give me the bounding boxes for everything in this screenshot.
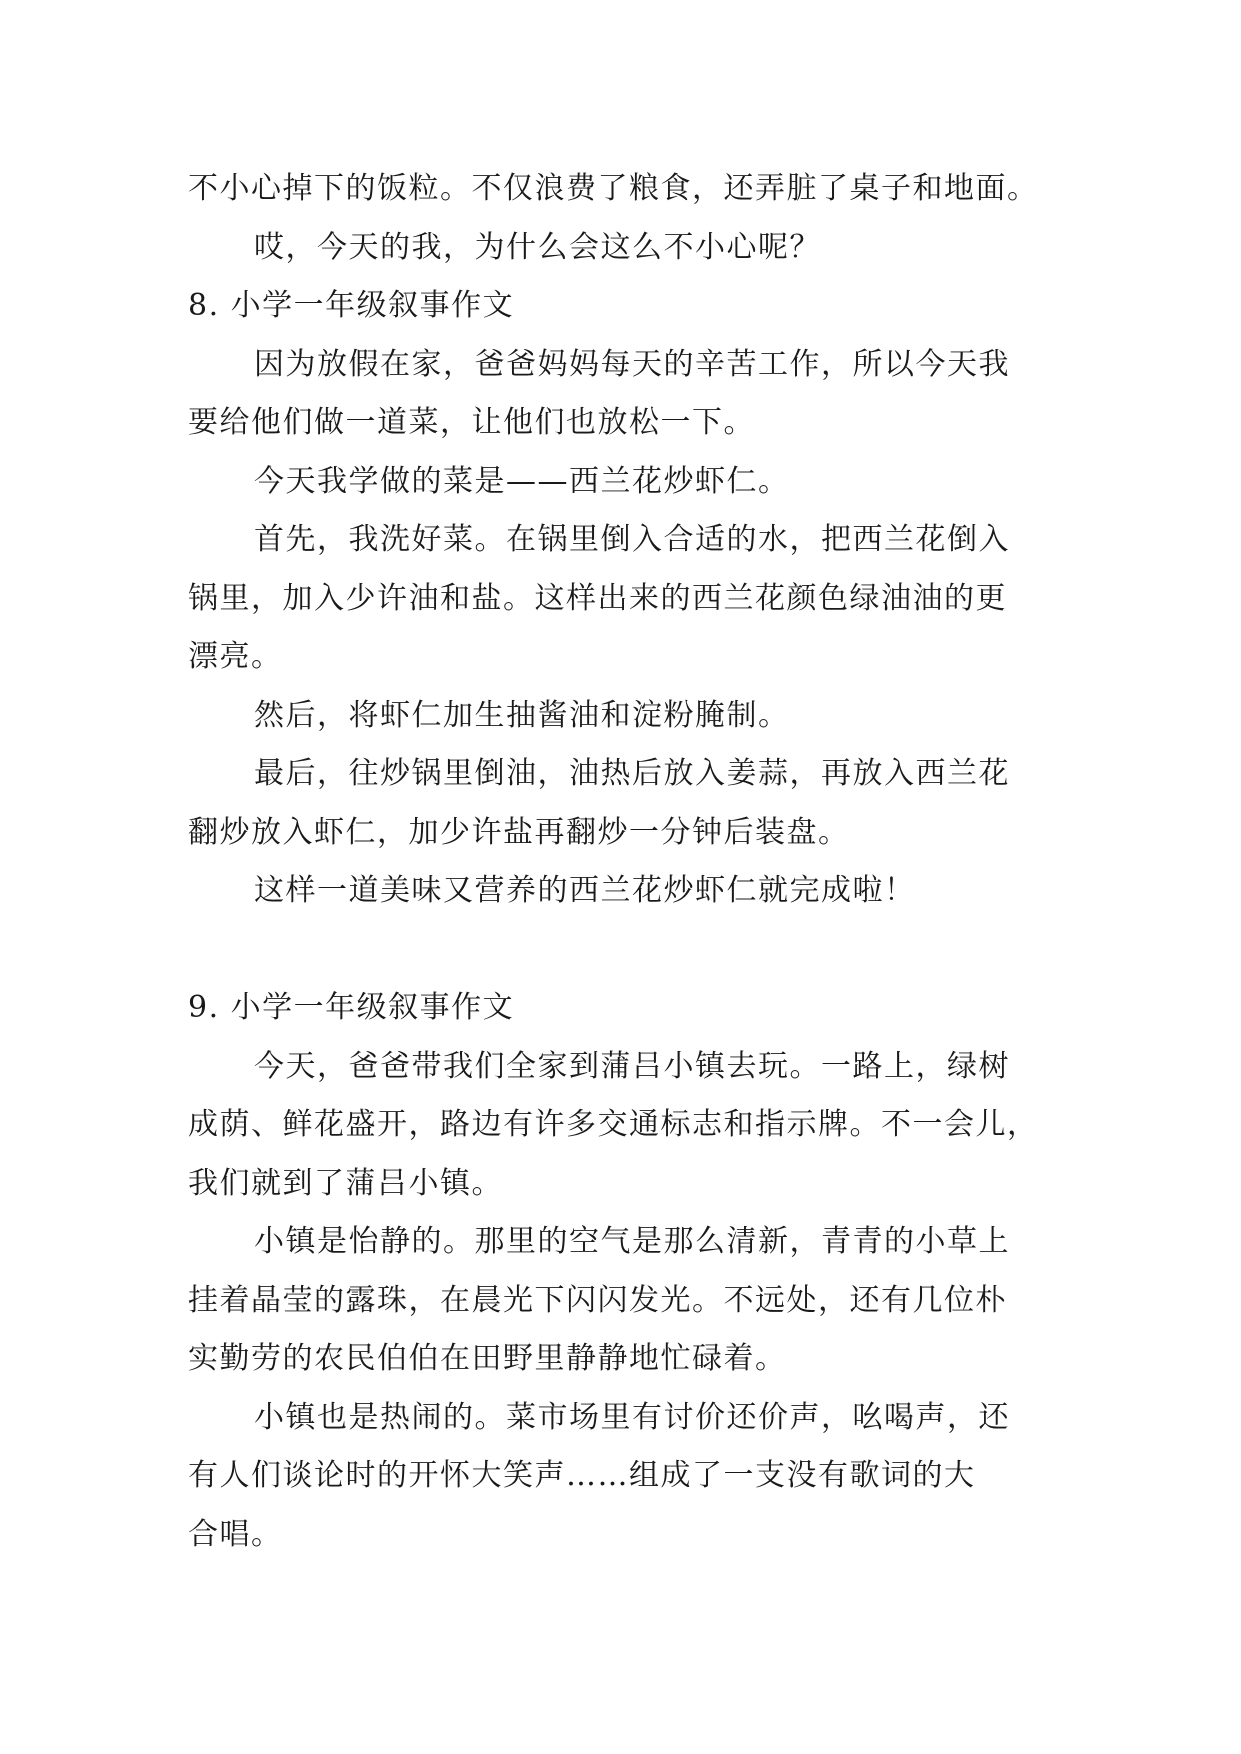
paragraph-line: 要给他们做一道菜，让他们也放松一下。 <box>188 405 755 440</box>
paragraph-line: 锅里，加入少许油和盐。这样出来的西兰花颜色绿油油的更 <box>188 580 1007 616</box>
paragraph-line: 最后，往炒锅里倒油，油热后放入姜蒜，再放入西兰花 <box>254 756 1010 791</box>
document-page <box>188 160 1060 1564</box>
blank-line <box>188 921 1060 980</box>
paragraph-line: 翻炒放入虾仁，加少许盐再翻炒一分钟后装盘。 <box>188 814 850 850</box>
paragraph-line: 漂亮。 <box>188 639 283 674</box>
paragraph-line: 哎，今天的我，为什么会这么不小心呢？ <box>254 229 821 265</box>
paragraph-line: 小镇也是热闹的。菜市场里有讨价还价声，吆喝声，还 <box>254 1399 1010 1435</box>
paragraph-line: 合唱。 <box>188 1516 283 1552</box>
section-heading: 9. 小学一年级叙事作文 <box>188 990 515 1025</box>
paragraph-line: 成荫、鲜花盛开，路边有许多交通标志和指示牌。不一会儿， <box>188 1107 1039 1142</box>
paragraph-line: 实勤劳的农民伯伯在田野里静静地忙碌着。 <box>188 1341 787 1376</box>
paragraph-line: 今天，爸爸带我们全家到蒲吕小镇去玩。一路上，绿树 <box>254 1048 1010 1084</box>
paragraph-line: 有人们谈论时的开怀大笑声……组成了一支没有歌词的大 <box>188 1458 976 1493</box>
paragraph-line: 挂着晶莹的露珠，在晨光下闪闪发光。不远处，还有几位朴 <box>188 1282 1007 1318</box>
paragraph-line: 不小心掉下的饭粒。不仅浪费了粮食，还弄脏了桌子和地面。 <box>188 171 1039 206</box>
paragraph-line: 小镇是怡静的。那里的空气是那么清新，青青的小草上 <box>254 1224 1010 1259</box>
paragraph-line: 今天我学做的菜是——西兰花炒虾仁。 <box>254 463 790 499</box>
paragraph-line: 首先，我洗好菜。在锅里倒入合适的水，把西兰花倒入 <box>254 522 1010 557</box>
paragraph-line: 然后，将虾仁加生抽酱油和淀粉腌制。 <box>254 697 790 733</box>
paragraph-line: 我们就到了蒲吕小镇。 <box>188 1165 503 1201</box>
paragraph-line: 这样一道美味又营养的西兰花炒虾仁就完成啦！ <box>254 873 916 908</box>
section-heading: 8. 小学一年级叙事作文 <box>188 288 515 323</box>
paragraph-line: 因为放假在家，爸爸妈妈每天的辛苦工作，所以今天我 <box>254 346 1010 382</box>
